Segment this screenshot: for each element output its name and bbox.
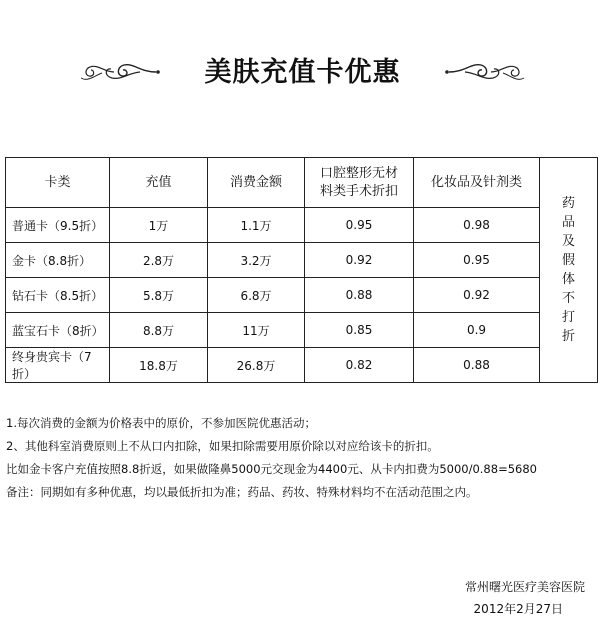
cell-recharge: 2.8万 (110, 243, 208, 278)
cell-card: 蓝宝石卡（8折） (6, 313, 110, 348)
header-surgery-discount: 口腔整形无材料类手术折扣 (305, 158, 414, 208)
cell-cosmetic: 0.92 (414, 278, 540, 313)
side-note-char: 折 (561, 329, 575, 344)
cell-surgery: 0.92 (305, 243, 414, 278)
note-line: 比如金卡客户充值按照8.8折返，如果做隆鼻5000元交现金为4400元、从卡内扣费为5000/0.88=5680 (6, 462, 537, 476)
side-note-char: 打 (561, 310, 575, 325)
footer-organization: 常州曙光医疗美容医院 (464, 580, 585, 594)
note-line: 1.每次消费的金额为价格表中的原价，不参加医院优惠活动； (6, 416, 316, 430)
note-line: 2、其他科室消费原则上不从口内扣除，如果扣除需要用原价除以对应给该卡的折扣。 (6, 439, 439, 453)
cell-recharge: 8.8万 (110, 313, 208, 348)
table-row (6, 278, 598, 313)
cell-spend: 6.8万 (208, 278, 305, 313)
cell-spend: 1.1万 (208, 208, 305, 243)
cell-cosmetic: 0.9 (414, 313, 540, 348)
cell-surgery: 0.95 (305, 208, 414, 243)
header-spend-amount: 消费金额 (208, 158, 305, 208)
side-note-char: 体 (561, 272, 575, 287)
table-row (6, 313, 598, 348)
side-note-no-discount (540, 158, 598, 383)
notes-section (6, 412, 537, 504)
cell-spend: 3.2万 (208, 243, 305, 278)
cell-cosmetic: 0.95 (414, 243, 540, 278)
cell-surgery: 0.85 (305, 313, 414, 348)
footer-date: 2012年2月27日 (473, 602, 563, 616)
cell-cosmetic: 0.98 (414, 208, 540, 243)
cell-recharge: 18.8万 (110, 348, 208, 383)
table-row (6, 243, 598, 278)
cell-surgery: 0.88 (305, 278, 414, 313)
cell-card: 普通卡（9.5折） (6, 208, 110, 243)
cell-surgery: 0.82 (305, 348, 414, 383)
side-note-char: 不 (561, 291, 575, 306)
cell-card: 钻石卡（8.5折） (6, 278, 110, 313)
cell-recharge: 1万 (110, 208, 208, 243)
side-note-char: 假 (561, 253, 575, 268)
table-row (6, 348, 598, 383)
header-cosmetic-discount: 化妆品及针剂类 (414, 158, 540, 208)
cell-spend: 11万 (208, 313, 305, 348)
side-note-char: 药 (561, 196, 575, 211)
cell-cosmetic: 0.88 (414, 348, 540, 383)
header-recharge: 充值 (110, 158, 208, 208)
table-row (6, 208, 598, 243)
cell-recharge: 5.8万 (110, 278, 208, 313)
note-line: 备注：同期如有多种优惠，均以最低折扣为准；药品、药妆、特殊材料均不在活动范围之内。 (6, 485, 478, 499)
right-ornament-flourish (445, 58, 527, 86)
cell-card: 金卡（8.8折） (6, 243, 110, 278)
discount-table (5, 157, 598, 383)
header-card-type: 卡类 (6, 158, 110, 208)
side-note-char: 及 (561, 234, 575, 249)
cell-spend: 26.8万 (208, 348, 305, 383)
side-note-char: 品 (561, 215, 575, 230)
cell-card: 终身贵宾卡（7折） (6, 348, 110, 383)
page-title: 美肤充值卡优惠 (204, 57, 401, 88)
table-header-row (6, 158, 598, 208)
